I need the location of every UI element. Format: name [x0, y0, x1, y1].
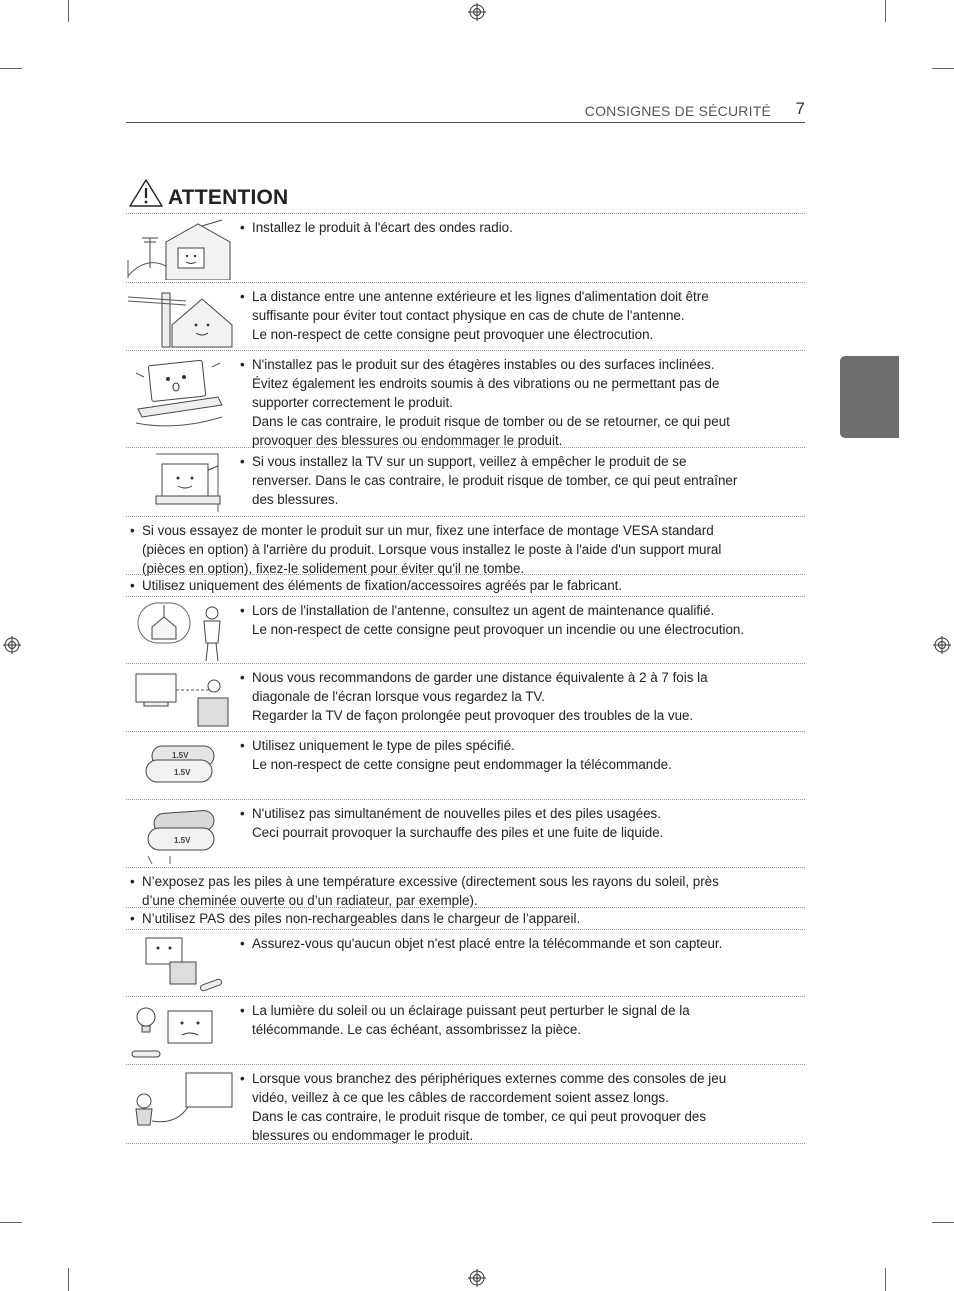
crop-mark [68, 1268, 69, 1291]
registration-mark-icon [468, 1269, 486, 1287]
list-item: • Lors de l'installation de l'antenne, consultez un agent de maintenance qualifié. Le non-respect de cette consigne peut provoquer un incendie ou une électrocution. [126, 596, 805, 663]
cable-length-icon [126, 1067, 238, 1143]
svg-text:1.5V: 1.5V [174, 836, 191, 845]
list-item: • La lumière du soleil ou un éclairage puissant peut perturber le signal de la télécommande. Le cas échéant, assombrissez la pièce. [126, 996, 805, 1064]
batteries-icon [126, 734, 238, 798]
crop-mark [932, 1222, 954, 1223]
registration-mark-icon [468, 3, 486, 21]
list-item: • Installez le produit à l'écart des ondes radio. [126, 213, 805, 282]
list-item: • N’utilisez PAS des piles non-rechargeables dans le chargeur de l’appareil. [126, 907, 805, 929]
crop-mark [0, 68, 22, 69]
antenna-house-icon [126, 216, 238, 280]
registration-mark-icon [933, 636, 951, 654]
list-item: • La distance entre une antenne extérieure et les lignes d'alimentation doit être suffisante pour éviter tout contact physique en cas de chute de l'antenne. Le non-respect de cette consigne peut provoquer une électrocution. [126, 282, 805, 350]
crop-mark [885, 1268, 886, 1291]
list-item: • N'installez pas le produit sur des étagères instables ou des surfaces inclinées. Évitez également les endroits soumis à des vibrations ou ne permettant pas de supporter correctement le produit. Dans le cas contraire, le produit risque de tomber ou de se retourner, ce qui peut provoquer des blessures ou endommager le produit. [126, 350, 805, 447]
svg-text:1.5V: 1.5V [174, 768, 191, 777]
svg-text:1.5V: 1.5V [172, 751, 189, 760]
attention-heading [126, 178, 805, 214]
crop-mark [0, 1222, 22, 1223]
viewing-distance-icon [126, 666, 238, 730]
section-title: CONSIGNES DE SÉCURITÉ [584, 103, 771, 119]
list-item: 1.5V • N'utilisez pas simultanément de nouvelles piles et des piles usagées. Ceci pourrait provoquer la surchauffe des piles et une fuite de liquide. [126, 799, 805, 867]
list-item: • Si vous essayez de monter le produit sur un mur, fixez une interface de montage VESA standard (pièces en option) à l'arrière du produit. Lorsque vous installez le poste à l'aide d'un support mural (pièces en option), fixez-le solidement pour éviter qu'il ne tombe. [126, 516, 805, 574]
list-item: • Lorsque vous branchez des périphériques externes comme des consoles de jeu vidéo, veillez à ce que les câbles de raccordement soient assez longs. Dans le cas contraire, le produit risque de tomber, ce qui peut provoquer des blessures ou endommager le produit. [126, 1064, 805, 1144]
crop-mark [68, 0, 69, 22]
crop-mark [885, 0, 886, 22]
antenna-power-line-icon [126, 285, 238, 349]
list-item: • N’exposez pas les piles à une température excessive (directement sous les rayons du soleil, près d’une cheminée ouverte ou d’un radiateur, par exemple). [126, 867, 805, 907]
language-tab-label: FRANÇAIS [850, 441, 862, 505]
crop-mark [932, 68, 954, 69]
remote-obstacle-icon [126, 932, 238, 996]
safety-list [126, 213, 805, 1144]
list-item: 1.5V 1.5V • Utilisez uniquement le type de piles spécifié. Le non-respect de cette consigne peut endommager la télécommande. [126, 731, 805, 799]
page-header [126, 96, 805, 123]
list-item: • Assurez-vous qu'aucun objet n'est placé entre la télécommande et son capteur. [126, 929, 805, 996]
page-title: ATTENTION [168, 186, 289, 209]
list-item: • Nous vous recommandons de garder une distance équivalente à 2 à 7 fois la diagonale de l'écran lorsque vous regardez la TV. Regarder la TV de façon prolongée peut provoquer des troubles de la vue. [126, 663, 805, 731]
bright-light-remote-icon [126, 999, 238, 1063]
tv-stand-secure-icon [126, 450, 238, 514]
warning-triangle-icon [128, 178, 164, 208]
language-tab [840, 356, 899, 505]
list-item: • Si vous installez la TV sur un support, veillez à empêcher le produit de se renverser. Dans le cas contraire, le produit risque de tomber, ce qui peut entraîner des blessures. [126, 447, 805, 516]
page-number: 7 [795, 99, 805, 118]
antenna-technician-icon [126, 599, 238, 663]
unstable-shelf-tv-icon [126, 353, 238, 441]
old-new-batteries-icon [126, 802, 238, 866]
list-item: • Utilisez uniquement des éléments de fixation/accessoires agréés par le fabricant. [126, 574, 805, 596]
registration-mark-icon [3, 636, 21, 654]
